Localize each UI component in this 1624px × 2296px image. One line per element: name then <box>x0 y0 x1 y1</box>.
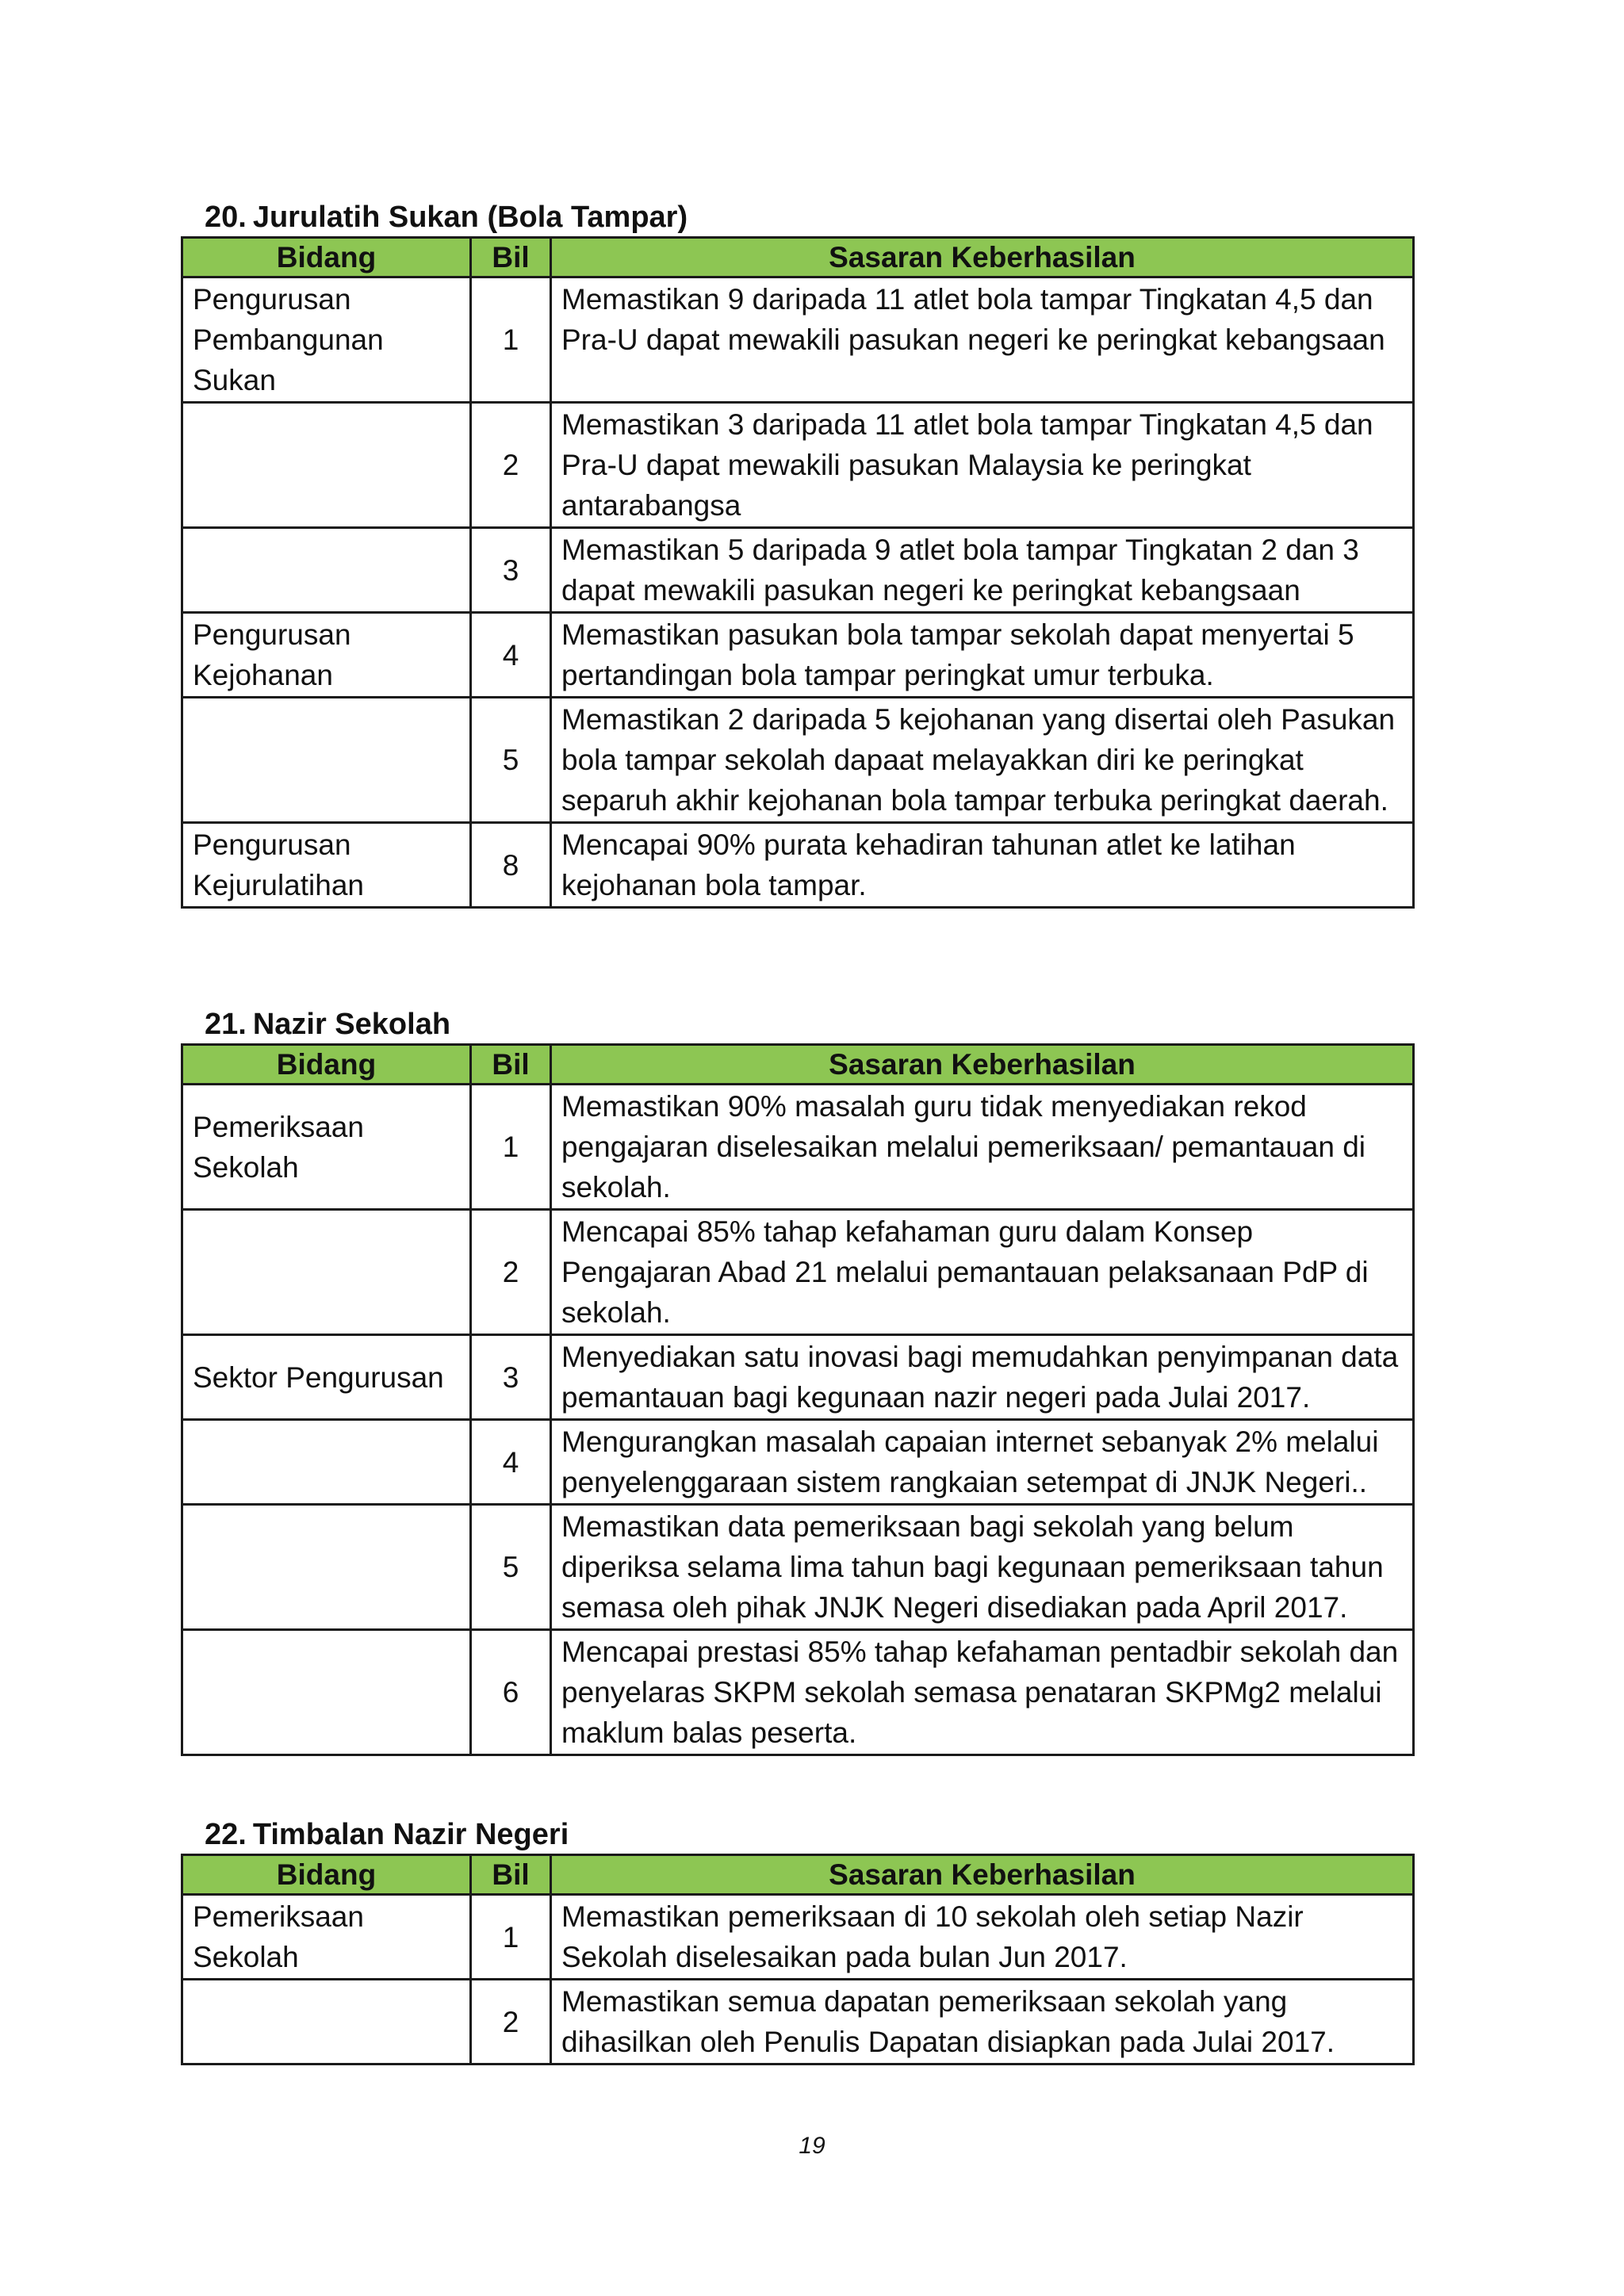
table-row <box>182 1210 1414 1335</box>
bidang-cell: Pemeriksaan Sekolah <box>182 1085 471 1210</box>
sasaran-cell: Memastikan pasukan bola tampar sekolah dapat menyertai 5 pertandingan bola tampar peringkat umur terbuka. <box>551 613 1414 698</box>
bil-cell: 1 <box>471 1895 551 1980</box>
bidang-cell: Pengurusan Kejurulatihan <box>182 823 471 908</box>
bil-cell: 3 <box>471 528 551 613</box>
sasaran-cell: Memastikan 3 daripada 11 atlet bola tampar Tingkatan 4,5 dan Pra-U dapat mewakili pasukan Malaysia ke peringkat antarabangsa <box>551 403 1414 528</box>
section-title-text: Jurulatih Sukan (Bola Tampar) <box>252 201 688 234</box>
bidang-cell <box>182 528 471 613</box>
table-row <box>182 528 1414 613</box>
sasaran-cell: Mengurangkan masalah capaian internet sebanyak 2% melalui penyelenggaraan sistem rangkaian setempat di JNJK Negeri.. <box>551 1420 1414 1505</box>
bil-cell: 2 <box>471 403 551 528</box>
bidang-cell <box>182 1210 471 1335</box>
section-title-text: Timbalan Nazir Negeri <box>252 1818 569 1851</box>
targets-table <box>181 1854 1415 2065</box>
bidang-cell: Sektor Pengurusan <box>182 1335 471 1420</box>
bidang-cell: Pengurusan Kejohanan <box>182 613 471 698</box>
targets-table <box>181 236 1415 909</box>
targets-table <box>181 1043 1415 1756</box>
table-row <box>182 1335 1414 1420</box>
table-row <box>182 1630 1414 1755</box>
header-bil: Bil <box>471 238 551 277</box>
sasaran-cell: Mencapai prestasi 85% tahap kefahaman pentadbir sekolah dan penyelaras SKPM sekolah semasa penataran SKPMg2 melalui maklum balas peserta. <box>551 1630 1414 1755</box>
bil-cell: 2 <box>471 1980 551 2064</box>
header-sasaran: Sasaran Keberhasilan <box>551 1045 1414 1085</box>
header-bidang: Bidang <box>182 1855 471 1895</box>
bidang-cell <box>182 403 471 528</box>
sasaran-cell: Memastikan 5 daripada 9 atlet bola tampar Tingkatan 2 dan 3 dapat mewakili pasukan negeri ke peringkat kebangsaan <box>551 528 1414 613</box>
sasaran-cell: Menyediakan satu inovasi bagi memudahkan penyimpanan data pemantauan bagi kegunaan nazir negeri pada Julai 2017. <box>551 1335 1414 1420</box>
table-row <box>182 1085 1414 1210</box>
bidang-cell <box>182 698 471 823</box>
bil-cell: 8 <box>471 823 551 908</box>
section-22 <box>181 1816 1415 2065</box>
bidang-cell <box>182 1980 471 2064</box>
sasaran-cell: Memastikan semua dapatan pemeriksaan sekolah yang dihasilkan oleh Penulis Dapatan disiapkan pada Julai 2017. <box>551 1980 1414 2064</box>
sasaran-cell: Mencapai 90% purata kehadiran tahunan atlet ke latihan kejohanan bola tampar. <box>551 823 1414 908</box>
bil-cell: 3 <box>471 1335 551 1420</box>
bidang-cell <box>182 1505 471 1630</box>
table-row <box>182 1505 1414 1630</box>
table-row <box>182 1895 1414 1980</box>
table-row <box>182 403 1414 528</box>
table-header-row <box>182 1855 1414 1895</box>
bil-cell: 4 <box>471 613 551 698</box>
section-21 <box>181 1005 1415 1756</box>
header-bil: Bil <box>471 1855 551 1895</box>
section-title <box>181 1816 1415 1854</box>
bidang-cell <box>182 1420 471 1505</box>
section-number: 21. <box>205 1008 247 1041</box>
table-header-row <box>182 1045 1414 1085</box>
bil-cell: 2 <box>471 1210 551 1335</box>
bidang-cell: Pengurusan Pembangunan Sukan <box>182 277 471 403</box>
table-header-row <box>182 238 1414 277</box>
bil-cell: 5 <box>471 1505 551 1630</box>
sasaran-cell: Memastikan 2 daripada 5 kejohanan yang disertai oleh Pasukan bola tampar sekolah dapaat melayakkan diri ke peringkat separuh akhir kejohanan bola tampar terbuka peringkat daerah. <box>551 698 1414 823</box>
bidang-cell: Pemeriksaan Sekolah <box>182 1895 471 1980</box>
bil-cell: 1 <box>471 277 551 403</box>
section-number: 20. <box>205 201 247 234</box>
sasaran-cell: Mencapai 85% tahap kefahaman guru dalam Konsep Pengajaran Abad 21 melalui pemantauan pelaksanaan PdP di sekolah. <box>551 1210 1414 1335</box>
header-sasaran: Sasaran Keberhasilan <box>551 1855 1414 1895</box>
section-title-text: Nazir Sekolah <box>252 1008 451 1041</box>
sasaran-cell: Memastikan 9 daripada 11 atlet bola tampar Tingkatan 4,5 dan Pra-U dapat mewakili pasukan negeri ke peringkat kebangsaan <box>551 277 1414 403</box>
table-row <box>182 1980 1414 2064</box>
table-row <box>182 823 1414 908</box>
page-number: 19 <box>799 2133 825 2159</box>
bil-cell: 4 <box>471 1420 551 1505</box>
table-row <box>182 613 1414 698</box>
section-20 <box>181 198 1415 909</box>
header-bidang: Bidang <box>182 238 471 277</box>
header-bil: Bil <box>471 1045 551 1085</box>
header-bidang: Bidang <box>182 1045 471 1085</box>
table-row <box>182 1420 1414 1505</box>
section-title <box>181 1005 1415 1043</box>
table-row <box>182 698 1414 823</box>
header-sasaran: Sasaran Keberhasilan <box>551 238 1414 277</box>
bil-cell: 1 <box>471 1085 551 1210</box>
sasaran-cell: Memastikan pemeriksaan di 10 sekolah oleh setiap Nazir Sekolah diselesaikan pada bulan Jun 2017. <box>551 1895 1414 1980</box>
section-title <box>181 198 1415 236</box>
section-number: 22. <box>205 1818 247 1851</box>
sasaran-cell: Memastikan 90% masalah guru tidak menyediakan rekod pengajaran diselesaikan melalui pemeriksaan/ pemantauan di sekolah. <box>551 1085 1414 1210</box>
sasaran-cell: Memastikan data pemeriksaan bagi sekolah yang belum diperiksa selama lima tahun bagi kegunaan pemeriksaan tahun semasa oleh pihak JNJK Negeri disediakan pada April 2017. <box>551 1505 1414 1630</box>
bil-cell: 5 <box>471 698 551 823</box>
bil-cell: 6 <box>471 1630 551 1755</box>
bidang-cell <box>182 1630 471 1755</box>
table-row <box>182 277 1414 403</box>
